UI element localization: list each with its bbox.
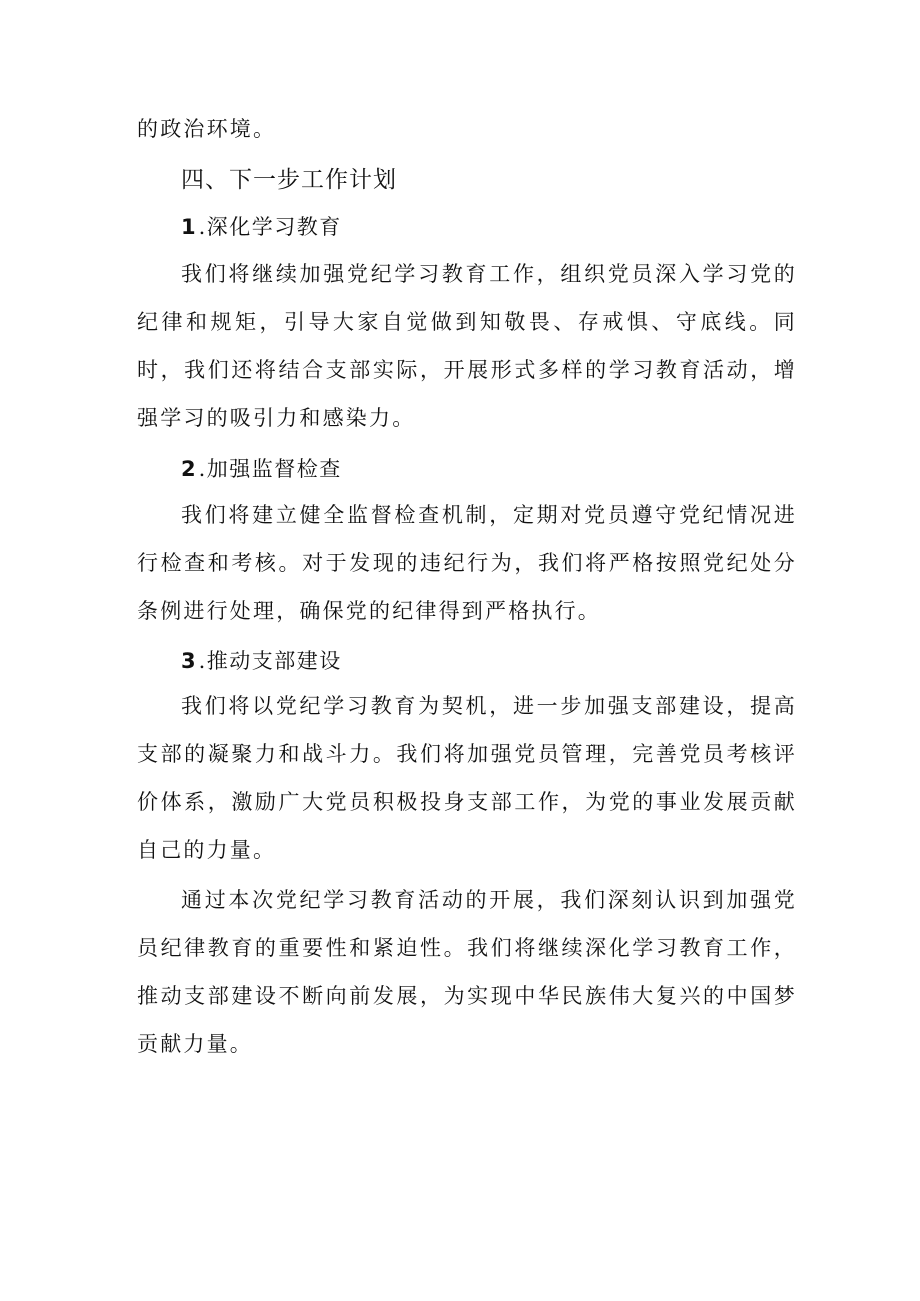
item-3-heading <box>181 646 342 676</box>
item-1-title: .深化学习教育 <box>198 215 342 239</box>
item-1-heading <box>181 212 342 242</box>
item-2-heading <box>181 454 342 484</box>
item-2-paragraph: 我们将建立健全监督检查机制，定期对党员遵守党纪情况进行检查和考核。对于发现的违纪行为，我们将严格按照党纪处分条例进行处理，确保党的纪律得到严格执行。 <box>137 503 797 623</box>
section-heading: 四、下一步工作计划 <box>181 167 397 193</box>
continuation-paragraph: 的政治环境。 <box>137 117 277 141</box>
conclusion-paragraph: 通过本次党纪学习教育活动的开展，我们深刻认识到加强党员纪律教育的重要性和紧迫性。我们将继续深化学习教育工作，推动支部建设不断向前发展，为实现中华民族伟大复兴的中国梦贡献力量。 <box>137 888 797 1056</box>
item-2-number: 2 <box>181 457 199 481</box>
item-1-paragraph: 我们将继续加强党纪学习教育工作，组织党员深入学习党的纪律和规矩，引导大家自觉做到知敬畏、存戒惧、守底线。同时，我们还将结合支部实际，开展形式多样的学习教育活动，增强学习的吸引力和感染力。 <box>137 262 797 430</box>
item-1-number: 1 <box>181 215 199 239</box>
item-3-number: 3 <box>181 649 199 673</box>
item-3-paragraph: 我们将以党纪学习教育为契机，进一步加强支部建设，提高支部的凝聚力和战斗力。我们将加强党员管理，完善党员考核评价体系，激励广大党员积极投身支部工作，为党的事业发展贡献自己的力量。 <box>137 694 797 862</box>
item-3-title: .推动支部建设 <box>198 649 342 673</box>
item-2-title: .加强监督检查 <box>198 457 342 481</box>
